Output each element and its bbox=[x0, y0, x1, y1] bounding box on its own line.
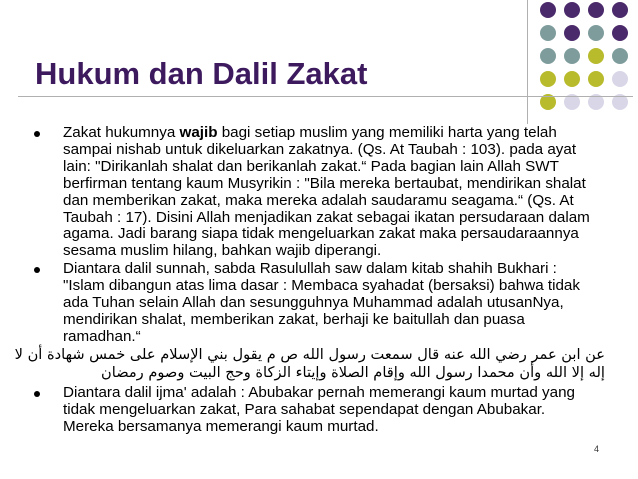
decorative-dot bbox=[540, 48, 556, 64]
horizontal-divider bbox=[18, 96, 633, 97]
decorative-dot bbox=[564, 48, 580, 64]
decorative-dot bbox=[612, 71, 628, 87]
decorative-dot bbox=[612, 2, 628, 18]
decorative-dot bbox=[564, 25, 580, 41]
page-number: 4 bbox=[594, 444, 600, 454]
bullet-zakat-wajib bbox=[32, 125, 597, 260]
decorative-dot bbox=[564, 71, 580, 87]
vertical-divider bbox=[527, 0, 528, 124]
slide-body bbox=[14, 124, 605, 436]
decorative-dot bbox=[540, 71, 556, 87]
bullet-text: bagi setiap muslim yang memiliki harta yang telah sampai nishab untuk dikeluarkan zakatnya. (Qs. At Taubah : 103). pada ayat lain: "Dirikanlah shalat dan berikanlah zakat.“ Pada bagian lain Allah SWT berfirman tentang kaum Musyrikin : "Bila mereka bertaubat, mendirikan shalat dan memberikan zakat, maka mereka adalah saudaramu seagama.“ (Qs. At Taubah : 17). Disini Allah menjadikan zakat sebagai ikatan persudaraan dalam agama. Jadi barang siapa tidak mengeluarkan zakat maka persaudaraannya sesama muslim hilang, bahkan wajib diperangi. bbox=[63, 124, 590, 260]
decorative-dot-grid bbox=[538, 0, 638, 128]
arabic-hadith: عن ابن عمر رضي الله عنه قال سمعت رسول الله ص م يقول بني الإسلام على خمس شهادة أن لا إله إلا الله وأن محمدا رسول الله وإقام الصلاة وإيتاء الزكاة وحج البيت وصوم رمضان bbox=[14, 345, 605, 381]
bullet-text: Zakat hukumnya bbox=[63, 124, 180, 141]
decorative-dot bbox=[540, 2, 556, 18]
decorative-dot bbox=[588, 71, 604, 87]
decorative-dot bbox=[588, 2, 604, 18]
slide-title: Hukum dan Dalil Zakat bbox=[35, 56, 368, 91]
decorative-dot bbox=[564, 2, 580, 18]
decorative-dot bbox=[612, 25, 628, 41]
bold-term-wajib: wajib bbox=[179, 124, 218, 141]
decorative-dot bbox=[588, 25, 604, 41]
decorative-dot bbox=[612, 48, 628, 64]
bullet-dalil-ijma: Diantara dalil ijma' adalah : Abubakar pernah memerangi kaum murtad yang tidak mengeluarkan zakat, Para sahabat sependapat dengan Abubakar. Mereka bersamanya memerangi kaum murtad. bbox=[32, 385, 597, 436]
decorative-dot bbox=[588, 48, 604, 64]
bullet-dalil-sunnah: Diantara dalil sunnah, sabda Rasulullah saw dalam kitab shahih Bukhari : "Islam dibangun atas lima dasar : Membaca syahadat (bersaksi) bahwa tidak ada Tuhan selain Allah dan sesungguhnya Muhammad adalah utusanNya, mendirikan shalat, memberikan zakat, berhaji ke baitullah dan puasa ramadhan.“ bbox=[32, 261, 597, 346]
decorative-dot bbox=[540, 25, 556, 41]
